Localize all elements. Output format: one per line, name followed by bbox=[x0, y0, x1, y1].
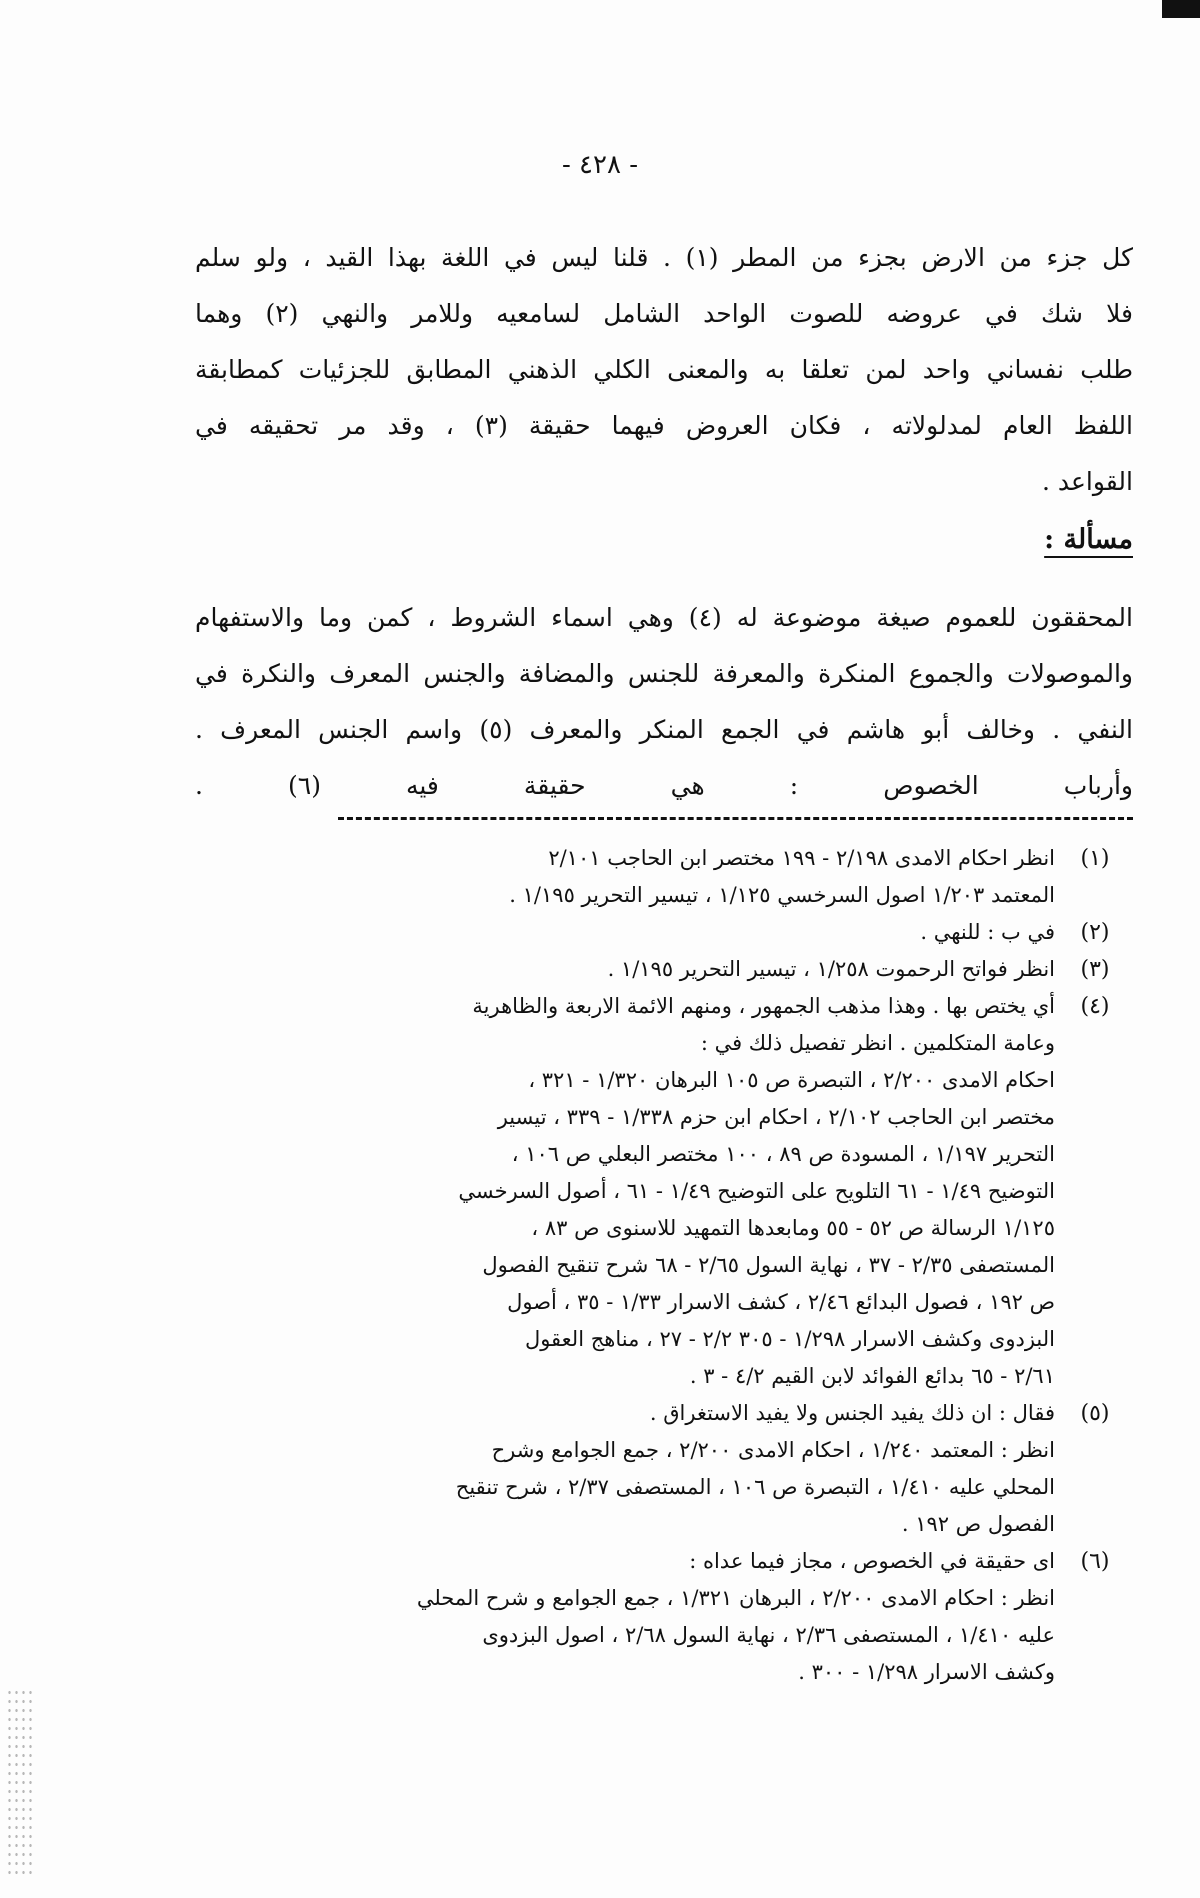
text-line: وأرباب الخصوص : هي حقيقة فيه (٦) . bbox=[195, 771, 1133, 800]
footnote-line: البزدوى وكشف الاسرار ١/٢٩٨ - ٣٠٥ ٢/٢ - ٢٧ ، مناهج العقول bbox=[524, 1327, 1055, 1351]
footnote-line: المستصفى ٢/٣٥ - ٣٧ ، نهاية السول ٢/٦٥ - ٦٨ شرح تنقيح الفصول bbox=[482, 1253, 1055, 1277]
footnote-line: ص ١٩٢ ، فصول البدائع ٢/٤٦ ، كشف الاسرار ١/٣٣ - ٣٥ ، أصول bbox=[507, 1290, 1055, 1314]
paragraph-1 bbox=[195, 230, 1133, 510]
footnotes bbox=[200, 840, 1135, 1691]
footnote-line: ١/١٢٥ الرسالة ص ٥٢ - ٥٥ ومابعدها التمهيد للاسنوى ص ٨٣ ، bbox=[531, 1216, 1055, 1240]
footnote-line: المحلي عليه ١/٤١٠ ، التبصرة ص ١٠٦ ، المستصفى ٢/٣٧ ، شرح تنقيح bbox=[455, 1475, 1055, 1499]
footnote-line: التحرير ١/١٩٧ ، المسودة ص ٨٩ ، ١٠٠ مختصر البعلي ص ١٠٦ ، bbox=[511, 1142, 1055, 1166]
footnote-line: وعامة المتكلمين . انظر تفصيل ذلك في : bbox=[700, 1031, 1055, 1055]
footnote-line: عليه ١/٤١٠ ، المستصفى ٢/٣٦ ، نهاية السول ٢/٦٨ ، اصول البزدوى bbox=[482, 1623, 1055, 1647]
footnote-number: (٤) bbox=[1080, 994, 1110, 1019]
footnote-line: انظر : المعتمد ١/٢٤٠ ، احكام الامدى ٢/٢٠٠ ، جمع الجوامع وشرح bbox=[491, 1438, 1055, 1462]
footnote-line: انظر فواتح الرحموت ١/٢٥٨ ، تيسير التحرير ١/١٩٥ . bbox=[607, 957, 1055, 981]
text-line: اللفظ العام لمدلولاته ، فكان العروض فيهما حقيقة (٣) ، وقد مر تحقيقه في bbox=[195, 411, 1133, 440]
footnote-line: احكام الامدى ٢/٢٠٠ ، التبصرة ص ١٠٥ البرهان ١/٣٢٠ - ٣٢١ ، bbox=[528, 1068, 1055, 1092]
footnote-number: (٦) bbox=[1080, 1549, 1110, 1574]
footnote-line: فقال : ان ذلك يفيد الجنس ولا يفيد الاستغراق . bbox=[649, 1401, 1055, 1425]
text-line: كل جزء من الارض بجزء من المطر (١) . قلنا ليس في اللغة بهذا القيد ، ولو سلم bbox=[195, 243, 1133, 272]
footnote-number: (٥) bbox=[1080, 1401, 1110, 1426]
page-number: - ٤٢٨ - bbox=[561, 150, 639, 180]
footnote bbox=[200, 951, 1135, 988]
footnote bbox=[200, 1395, 1135, 1543]
text-line: والموصولات والجموع المنكرة والمعرفة للجنس والمضافة والجنس المعرف والنكرة في bbox=[195, 659, 1133, 688]
footnote bbox=[200, 988, 1135, 1395]
footnote-line: أي يختص بها . وهذا مذهب الجمهور ، ومنهم الائمة الاربعة والظاهرية bbox=[472, 994, 1055, 1018]
footnote bbox=[200, 1543, 1135, 1691]
footnote-line: انظر احكام الامدى ٢/١٩٨ - ١٩٩ مختصر ابن الحاجب ٢/١٠١ bbox=[548, 846, 1055, 870]
footnote bbox=[200, 840, 1135, 914]
footnote-line: المعتمد ١/٢٠٣ اصول السرخسي ١/١٢٥ ، تيسير التحرير ١/١٩٥ . bbox=[509, 883, 1055, 907]
text-line: طلب نفساني واحد لمن تعلقا به والمعنى الكلي الذهني المطابق للجزئيات كمطابقة bbox=[195, 355, 1133, 384]
footnote-line: مختصر ابن الحاجب ٢/١٠٢ ، احكام ابن حزم ١/٣٣٨ - ٣٣٩ ، تيسير bbox=[497, 1105, 1055, 1129]
footnote-line: في ب : للنهي . bbox=[920, 920, 1055, 944]
footnote-line: التوضيح ١/٤٩ - ٦١ التلويح على التوضيح ١/٤٩ - ٦١ ، أصول السرخسي bbox=[458, 1179, 1055, 1203]
footnote-number: (٢) bbox=[1080, 920, 1110, 945]
scan-edge-mark bbox=[1162, 0, 1200, 18]
footnote-number: (١) bbox=[1080, 846, 1110, 871]
footnote bbox=[200, 914, 1135, 951]
text-line: القواعد . bbox=[1041, 467, 1133, 496]
text-line: فلا شك في عروضه للصوت الواحد الشامل لسامعيه وللامر والنهي (٢) وهما bbox=[195, 299, 1133, 328]
text-line: النفي . وخالف أبو هاشم في الجمع المنكر والمعرف (٥) واسم الجنس المعرف . bbox=[195, 715, 1133, 744]
footnote-line: الفصول ص ١٩٢ . bbox=[901, 1512, 1055, 1536]
footnote-line: انظر : احكام الامدى ٢/٢٠٠ ، البرهان ١/٣٢١ ، جمع الجوامع و شرح المحلي bbox=[416, 1586, 1055, 1610]
scan-noise-dots bbox=[6, 1688, 34, 1878]
footnote-line: ٢/٦١ - ٦٥ بدائع الفوائد لابن القيم ٤/٢ - ٣ . bbox=[689, 1364, 1055, 1388]
footnote-line: وكشف الاسرار ١/٢٩٨ - ٣٠٠ . bbox=[798, 1660, 1055, 1684]
text-line: المحققون للعموم صيغة موضوعة له (٤) وهي اسماء الشروط ، كمن وما والاستفهام bbox=[195, 603, 1133, 632]
section-heading: مسألة : bbox=[1044, 524, 1133, 555]
paragraph-2 bbox=[195, 590, 1133, 814]
footnote-number: (٣) bbox=[1080, 957, 1110, 982]
footnote-separator bbox=[338, 817, 1133, 820]
main-text bbox=[195, 230, 1133, 814]
footnote-line: اى حقيقة في الخصوص ، مجاز فيما عداه : bbox=[689, 1549, 1055, 1573]
